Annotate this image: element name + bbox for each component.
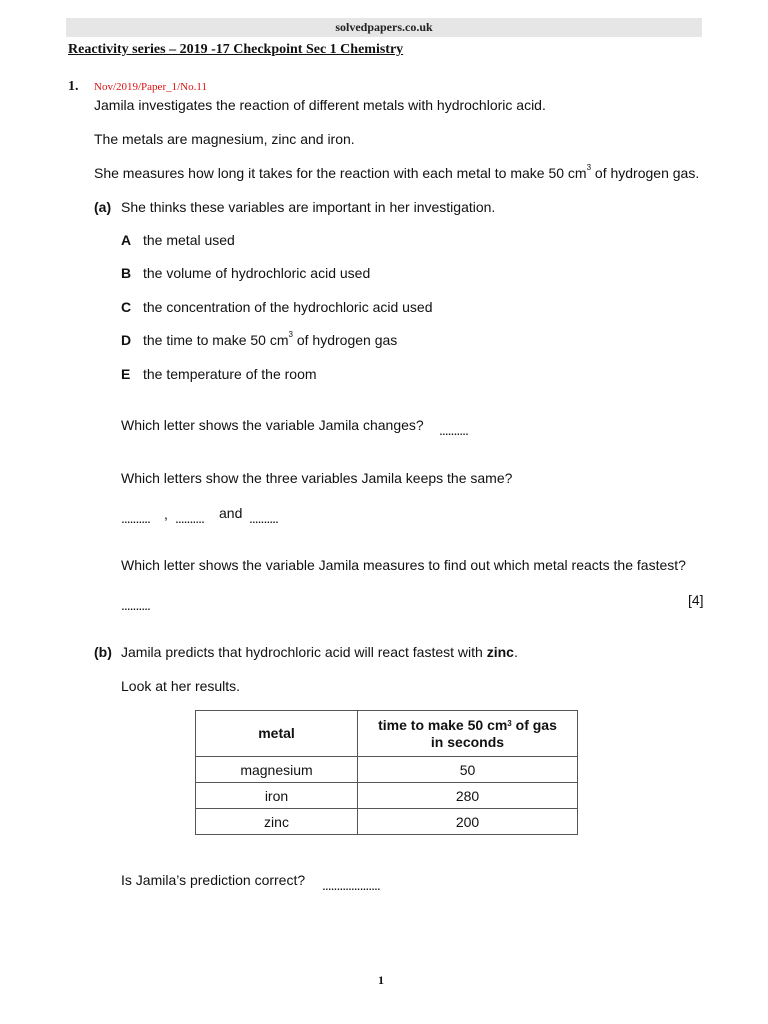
option-letter-b: B [121,265,132,281]
header-time [358,711,578,757]
part-b-text-bold: zinc [486,644,514,660]
cell-metal: magnesium [196,757,358,783]
header-metal: metal [196,711,358,757]
intro-line-3-end: of hydrogen gas. [591,165,700,181]
option-text-d-main: the time to make 50 cm [143,332,289,348]
look-at-results: Look at her results. [121,678,241,694]
part-b-text-main: Jamila predicts that hydrochloric acid will react fastest with [121,644,487,660]
cell-time: 200 [358,809,578,835]
answer-blank-measures[interactable]: .......... [121,597,150,613]
and-word: and [219,505,243,521]
answer-blank-same-2[interactable]: .......... [175,510,204,526]
option-letter-a: A [121,232,132,248]
table-row [196,809,578,835]
cell-time: 280 [358,783,578,809]
option-text-d [143,332,397,348]
superscript: 3 [586,163,592,172]
superscript: 3 [288,330,293,339]
answer-blank-changes[interactable]: .......... [439,422,468,438]
cell-metal: iron [196,783,358,809]
header-time-line2: in seconds [430,733,505,750]
part-b-label: (b) [94,644,112,660]
table-row [196,783,578,809]
table-row [196,757,578,783]
part-a-text: She thinks these variables are important in her investigation. [121,199,496,215]
header-time-end: of gas [511,716,557,733]
option-letter-c: C [121,299,132,315]
results-table [195,710,578,835]
prediction-question: Is Jamila’s prediction correct? [121,872,306,888]
intro-line-3-text: She measures how long it takes for the reaction with each metal to make 50 cm [94,165,587,181]
intro-line-1: Jamila investigates the reaction of different metals with hydrochloric acid. [94,97,546,113]
cell-metal: zinc [196,809,358,835]
answer-blank-same-1[interactable]: .......... [121,510,150,526]
comma-separator: , [164,506,168,522]
option-text-b: the volume of hydrochloric acid used [143,265,371,281]
cell-time: 50 [358,757,578,783]
answer-blank-prediction[interactable]: .................... [322,877,380,893]
page-number: 1 [378,973,384,987]
question-measures: Which letter shows the variable Jamila measures to find out which metal reacts the fastest? [121,557,686,573]
question-keeps-same: Which letters show the three variables Jamila keeps the same? [121,470,513,486]
site-header-bar: solvedpapers.co.uk [66,18,702,37]
document-title: Reactivity series – 2019 -17 Checkpoint Sec 1 Chemistry [68,42,404,57]
question-reference: Nov/2019/Paper_1/No.11 [94,81,207,93]
marks-label: [4] [688,592,704,608]
part-b-text-end: . [513,644,518,660]
option-letter-d: D [121,332,132,348]
part-b-text [121,644,518,660]
option-text-a: the metal used [143,232,235,248]
answer-blank-same-3[interactable]: .......... [249,510,278,526]
option-text-d-end: of hydrogen gas [292,332,398,348]
question-changes: Which letter shows the variable Jamila changes? [121,417,424,433]
option-text-e: the temperature of the room [143,366,317,382]
header-time-text: time to make 50 cm [378,716,508,733]
option-text-c: the concentration of the hydrochloric acid used [143,299,433,315]
intro-line-2: The metals are magnesium, zinc and iron. [94,131,355,147]
option-letter-e: E [121,366,131,382]
intro-line-3 [94,165,699,181]
superscript: 3 [507,718,512,728]
table-header-row [196,711,578,757]
question-number: 1. [68,79,79,94]
part-a-label: (a) [94,199,112,215]
